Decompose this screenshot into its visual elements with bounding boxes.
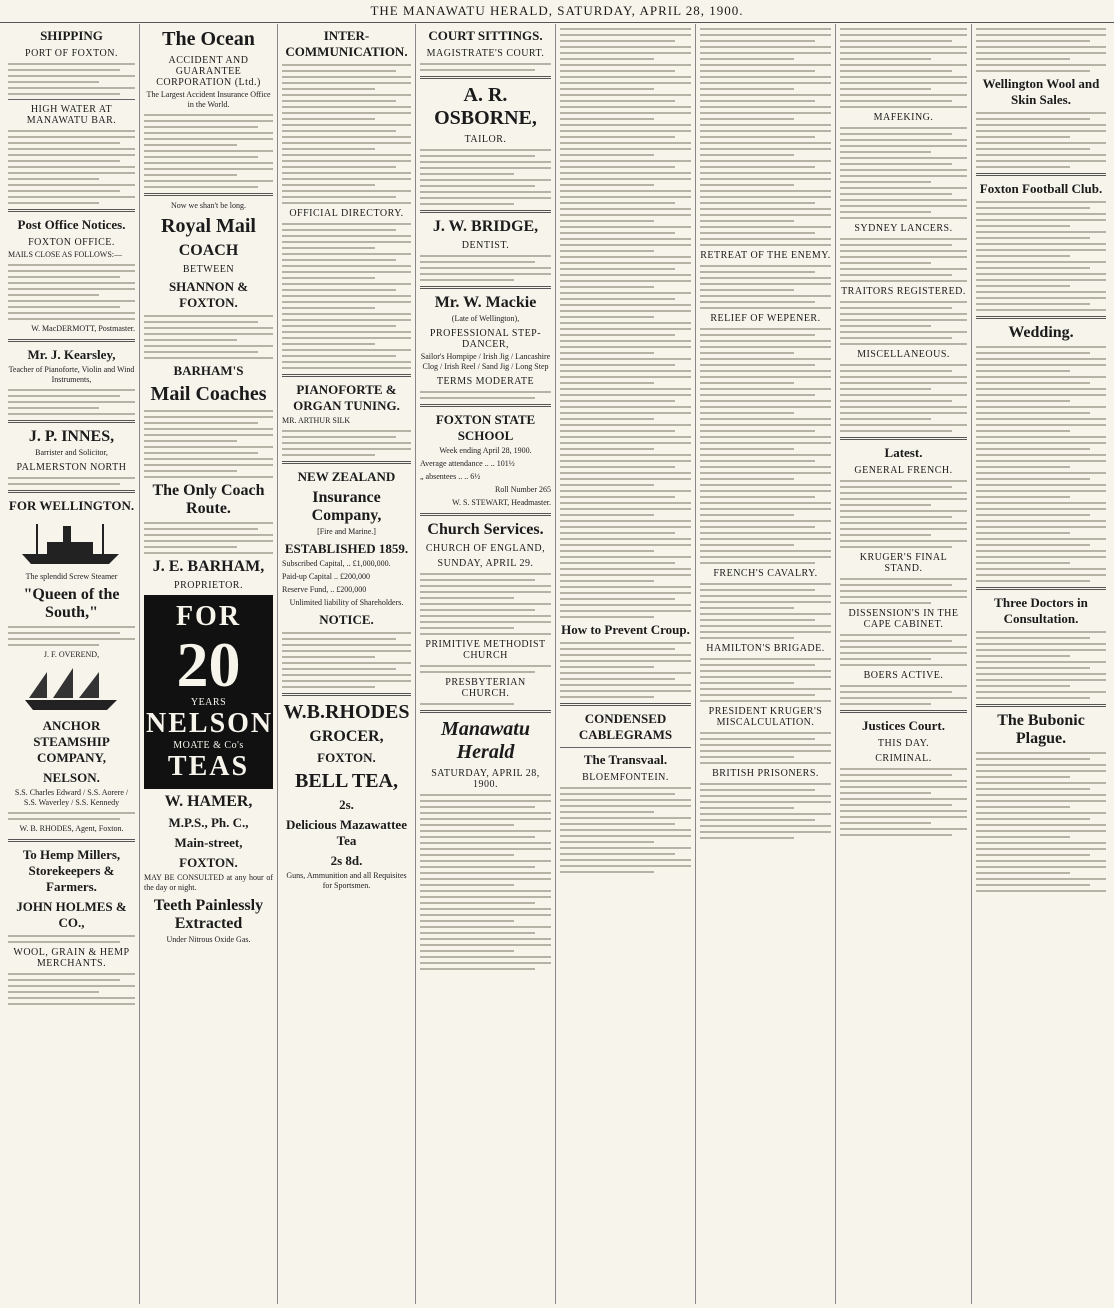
- column-7: [836, 24, 972, 1304]
- only-coach-route: The Only Coach Route.: [152, 482, 265, 517]
- ocean-subtitle: ACCIDENT AND GUARANTEE CORPORATION (Ltd.): [156, 55, 261, 88]
- shannon-foxton: SHANNON & FOXTON.: [168, 279, 249, 310]
- nz-heading: NEW ZEALAND: [297, 469, 396, 484]
- main-street: Main-street,: [174, 835, 243, 850]
- bell-tea: BELL TEA,: [294, 770, 399, 792]
- rhodes-agent: W. B. RHODES, Agent, Foxton.: [19, 824, 124, 833]
- anchor-company: ANCHOR STEAMSHIP COMPANY,: [33, 718, 110, 765]
- hemp-heading: To Hemp Millers, Storekeepers & Farmers.: [22, 847, 121, 894]
- kruger-miscalculation-heading: PRESIDENT KRUGER'S MISCALCULATION.: [708, 706, 823, 728]
- three-doctors-heading: Three Doctors in Consultation.: [994, 595, 1088, 626]
- innes-text: [8, 477, 135, 485]
- general-french-text: [840, 480, 967, 548]
- teeth-heading: Teeth Painlessly Extracted: [153, 897, 264, 932]
- herald-date: SATURDAY, APRIL 28, 1900.: [431, 768, 540, 790]
- week-ending: Week ending April 28, 1900.: [439, 446, 532, 455]
- rhodes-heading: W.B.RHODES: [283, 701, 410, 723]
- wedding-heading: Wedding.: [1008, 324, 1074, 341]
- nelson-moate-tea-ad: [144, 595, 273, 789]
- column-8-text-top: [976, 28, 1106, 72]
- ad-teas: TEAS: [167, 751, 250, 782]
- mail-coaches: Mail Coaches: [150, 383, 267, 405]
- wool-sales-heading: Wellington Wool and Skin Sales.: [982, 76, 1100, 107]
- headmaster-signature: W. S. STEWART, Headmaster.: [452, 498, 551, 507]
- ad-years-number: 20: [176, 629, 241, 700]
- transvaal-heading: The Transvaal.: [583, 752, 668, 767]
- bubonic-plague-heading: The Bubonic Plague.: [997, 712, 1085, 747]
- postmaster-signature: W. MacDERMOTT, Postmaster.: [31, 324, 135, 333]
- boers-active-heading: BOERS ACTIVE.: [863, 670, 944, 681]
- innes-name: J. P. INNES,: [28, 428, 115, 445]
- church-text: [420, 573, 551, 635]
- established-year: ESTABLISHED 1859.: [284, 541, 409, 556]
- justices-court-text: [840, 768, 967, 836]
- methodist-text: [420, 665, 551, 673]
- transvaal-text: [560, 787, 691, 873]
- tailor-label: TAILOR.: [464, 134, 507, 145]
- barham-name: J. E. BARHAM,: [152, 558, 265, 575]
- barham-label: BARHAM'S: [173, 363, 244, 378]
- ship-names: S.S. Charles Edward / S.S. Aorere / S.S. Waverley / S.S. Kennedy: [14, 788, 129, 807]
- proprietor-label: PROPRIETOR.: [174, 580, 243, 591]
- paid-up-capital: Paid-up Capital .. £200,000: [282, 572, 370, 581]
- notice-heading: NOTICE.: [319, 612, 374, 627]
- ocean-heading: The Ocean: [162, 28, 255, 50]
- court-sittings-heading: COURT SITTINGS.: [428, 28, 543, 43]
- ocean-tagline: The Largest Accident Insurance Office in the World.: [146, 90, 271, 109]
- reserve-fund: Reserve Fund, .. £200,000: [282, 585, 367, 594]
- state-school-heading: FOXTON STATE SCHOOL: [435, 412, 536, 443]
- fire-marine: [Fire and Marine.]: [317, 527, 376, 536]
- grocer-label: GROCER,: [309, 728, 384, 745]
- mail-coaches-text: [144, 410, 273, 478]
- wepener-text: [700, 328, 831, 564]
- column-1: [4, 24, 140, 1304]
- foxton-location: FOXTON.: [179, 855, 238, 870]
- sailing-ship-icon: [17, 666, 127, 712]
- presbyterian-text: [420, 703, 551, 705]
- innes-subtitle: Barrister and Solicitor,: [35, 448, 108, 457]
- hamilton-heading: HAMILTON'S BRIGADE.: [706, 643, 825, 654]
- magistrate-court: MAGISTRATE'S COURT.: [426, 48, 545, 59]
- insurance-company: Insurance Company,: [311, 489, 382, 524]
- mail-times-text: [8, 264, 135, 320]
- mafeking-text: [840, 127, 967, 219]
- french-cavalry-text: [700, 583, 831, 639]
- bridge-name: J. W. BRIDGE,: [432, 218, 539, 235]
- official-directory-heading: OFFICIAL DIRECTORY.: [289, 208, 404, 219]
- retreat-text: [700, 265, 831, 309]
- ad-for: FOR: [175, 601, 242, 632]
- inter-communication-text: [282, 64, 411, 204]
- british-prisoners-heading: BRITISH PRISONERS.: [712, 768, 819, 779]
- kearsley-subtitle: Teacher of Pianoforte, Violin and Wind Instruments,: [8, 365, 135, 384]
- football-club-heading: Foxton Football Club.: [979, 181, 1103, 196]
- piano-tuning-text: [282, 430, 411, 456]
- cape-cabinet-heading: DISSENSION'S IN THE CAPE CABINET.: [848, 608, 959, 630]
- kruger-final-stand-text: [840, 578, 967, 604]
- queen-of-the-south: "Queen of the South,": [23, 586, 120, 621]
- ad-nelson: NELSON: [146, 708, 274, 739]
- sydney-lancers-heading: SYDNEY LANCERS.: [854, 223, 953, 234]
- french-cavalry-heading: FRENCH'S CAVALRY.: [713, 568, 818, 579]
- retreat-heading: RETREAT OF THE ENEMY.: [700, 250, 831, 261]
- column-5: [556, 24, 696, 1304]
- notice-text: [282, 632, 411, 688]
- bridge-text: [420, 255, 551, 281]
- sunday-date: SUNDAY, APRIL 29.: [437, 558, 534, 569]
- shut-up-line: Now we shan't be long.: [171, 201, 246, 210]
- coach-route-text: [144, 522, 273, 554]
- osborne-text: [420, 149, 551, 205]
- miscellaneous-heading: MISCELLANEOUS.: [857, 349, 950, 360]
- croup-text: [560, 642, 691, 698]
- steamer-icon: [17, 520, 127, 566]
- between-label: BETWEEN: [182, 264, 235, 275]
- editorial-text: [420, 794, 551, 970]
- anchor-text: [8, 812, 135, 820]
- innes-place: PALMERSTON NORTH: [16, 462, 127, 473]
- general-french-heading: GENERAL FRENCH.: [854, 465, 953, 476]
- football-club-text: [976, 201, 1106, 311]
- nelson-heading: NELSON.: [43, 770, 100, 785]
- osborne-name: A. R. OSBORNE,: [434, 84, 537, 129]
- high-water-heading: HIGH WATER AT MANAWATU BAR.: [26, 104, 117, 126]
- shipping-heading: SHIPPING: [40, 28, 103, 43]
- overend-name: J. F. OVEREND,: [43, 650, 100, 659]
- miscellaneous-text: [840, 364, 967, 432]
- nitrous-text: Under Nitrous Oxide Gas.: [166, 935, 251, 944]
- silk-name: MR. ARTHUR SILK: [282, 416, 351, 425]
- inter-communication-heading: INTER-COMMUNICATION.: [285, 28, 408, 59]
- wedding-text: [976, 346, 1106, 582]
- church-of-england: CHURCH OF ENGLAND,: [425, 543, 546, 554]
- herald-title: Manawatu Herald: [441, 718, 530, 763]
- piano-tuning-heading: PIANOFORTE & ORGAN TUNING.: [293, 382, 400, 413]
- unlimited-liability: Unlimited liability of Shareholders.: [289, 598, 404, 607]
- masthead: THE MANAWATU HERALD, SATURDAY, APRIL 28, 1900.: [0, 0, 1114, 23]
- british-prisoners-text: [700, 783, 831, 839]
- dentist-label: DENTIST.: [461, 240, 510, 251]
- ad-years-word: YEARS: [190, 697, 227, 708]
- cape-cabinet-text: [840, 634, 967, 666]
- kearsley-text: [8, 389, 135, 415]
- ad-moate: MOATE & Co's: [173, 740, 244, 751]
- traitors-heading: TRAITORS REGISTERED.: [841, 286, 966, 297]
- this-day-label: THIS DAY.: [877, 738, 930, 749]
- methodist-heading: PRIMITIVE METHODIST CHURCH: [425, 639, 546, 661]
- column-2: [140, 24, 278, 1304]
- tide-table: [8, 130, 135, 204]
- consulted-text: MAY BE CONSULTED at any hour of the day or night.: [144, 873, 273, 892]
- bloemfontein-subheading: BLOEMFONTEIN.: [582, 772, 669, 783]
- bell-tea-price: 2s.: [339, 797, 354, 812]
- steamer-label: The splendid Screw Steamer: [25, 572, 118, 581]
- criminal-label: CRIMINAL.: [875, 753, 932, 764]
- wool-merchants: WOOL, GRAIN & HEMP MERCHANTS.: [13, 947, 130, 969]
- royal-mail: Royal Mail: [161, 215, 256, 237]
- subscribed-capital: Subscribed Capital, .. £1,000,000.: [282, 559, 391, 568]
- wepener-heading: RELIEF OF WEPENER.: [710, 313, 821, 324]
- rhodes-foxton: FOXTON.: [317, 750, 376, 765]
- justices-court-heading: Justices Court.: [861, 718, 946, 733]
- column-4: [416, 24, 556, 1304]
- holmes-text: [8, 935, 135, 943]
- hamilton-text: [700, 658, 831, 702]
- court-text: [420, 63, 551, 71]
- condensed-cablegrams: CONDENSED CABLEGRAMS: [578, 711, 673, 742]
- steamer-text: [8, 626, 135, 646]
- mackie-text: [420, 391, 551, 399]
- boers-active-text: [840, 685, 967, 705]
- column-5-text-top: [560, 28, 691, 618]
- coach-text: [144, 315, 273, 359]
- mails-close-label: MAILS CLOSE AS FOLLOWS:—: [8, 250, 123, 259]
- kruger-final-stand-heading: KRUGER'S FINAL STAND.: [859, 552, 948, 574]
- official-directory-text: [282, 223, 411, 369]
- guns-line: Guns, Ammunition and all Requisites for Sportsmen.: [286, 871, 407, 890]
- column-7-text-top: [840, 28, 967, 108]
- column-6-text-top: [700, 28, 831, 246]
- hamer-name: W. HAMER,: [164, 793, 253, 810]
- step-dancer: PROFESSIONAL STEP-DANCER,: [429, 328, 542, 350]
- mackie-name: Mr. W. Mackie: [434, 294, 537, 311]
- holmes-name: JOHN HOLMES & CO.,: [16, 899, 127, 930]
- kruger-miscalculation-text: [700, 732, 831, 764]
- foxton-office-subheading: FOXTON OFFICE.: [28, 237, 115, 248]
- mackie-subtitle: (Late of Wellington),: [451, 314, 520, 323]
- presbyterian-heading: PRESBYTERIAN CHURCH.: [445, 677, 526, 699]
- terms-moderate: TERMS MODERATE: [436, 376, 535, 387]
- newspaper-page: [4, 24, 1110, 1304]
- coach-heading: COACH: [178, 242, 239, 259]
- post-office-heading: Post Office Notices.: [17, 217, 126, 232]
- church-services-heading: Church Services.: [427, 521, 544, 538]
- port-subheading: PORT OF FOXTON.: [25, 48, 118, 59]
- average-attendance: Average attendance .. .. 101½: [420, 459, 515, 468]
- sydney-lancers-text: [840, 238, 967, 282]
- column-8: [972, 24, 1110, 1304]
- hamer-credentials: M.P.S., Ph. C.,: [168, 815, 249, 830]
- latest-heading: Latest.: [884, 445, 923, 460]
- absentees: „ absentees .. .. 6½: [420, 472, 481, 481]
- mazawattee-price: 2s 8d.: [330, 853, 363, 868]
- three-doctors-text: [976, 631, 1106, 699]
- croup-heading: How to Prevent Croup.: [561, 622, 690, 637]
- bubonic-plague-text: [976, 752, 1106, 892]
- mazawattee-tea: Delicious Mazawattee Tea: [286, 817, 407, 848]
- wool-merchants-text: [8, 973, 135, 1005]
- for-wellington-heading: FOR WELLINGTON.: [8, 498, 135, 513]
- column-3: [278, 24, 416, 1304]
- kearsley-name: Mr. J. Kearsley,: [27, 347, 116, 362]
- ocean-text: [144, 114, 273, 188]
- dance-list: Sailor's Hornpipe / Irish Jig / Lancashire Clog / Irish Reel / Sand Jig / Long Step: [420, 352, 551, 371]
- traitors-text: [840, 301, 967, 345]
- roll-number: Roll Number 265: [495, 485, 551, 494]
- wool-sales-text: [976, 112, 1106, 168]
- shipping-text: [8, 63, 135, 95]
- mafeking-heading: MAFEKING.: [873, 112, 934, 123]
- column-6: [696, 24, 836, 1304]
